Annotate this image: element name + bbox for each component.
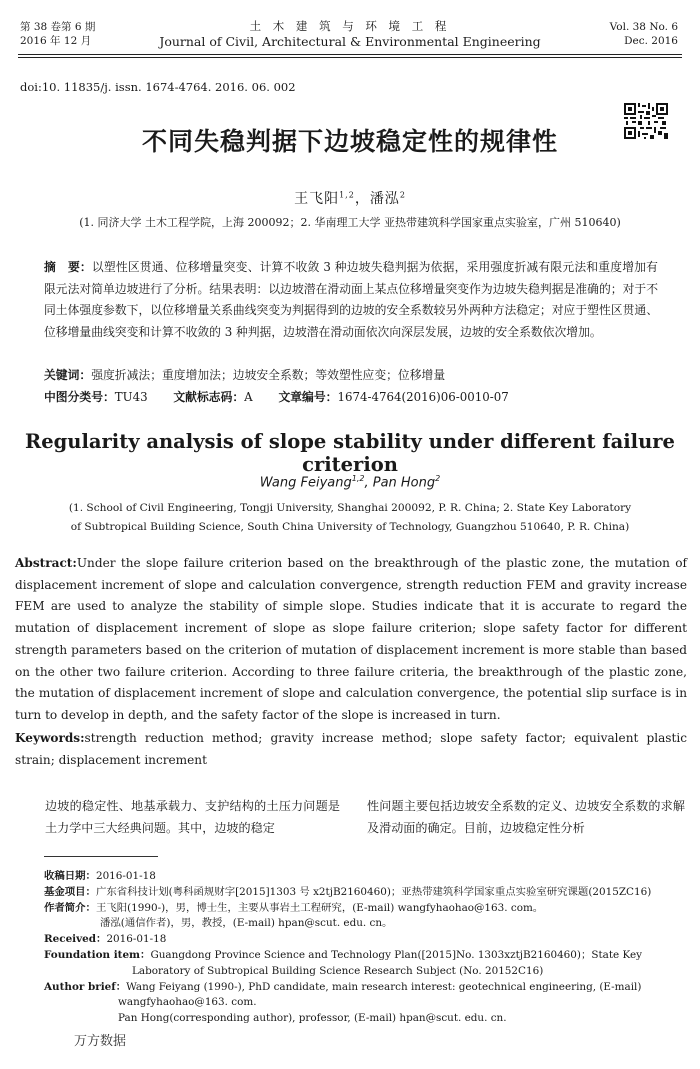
author-1-en: Wang Feiyang [259, 475, 352, 491]
journal-name [0, 18, 700, 50]
keywords-en [15, 728, 687, 771]
footnotes [44, 869, 684, 1027]
affiliation-en-line-1: (1. School of Civil Engineering, Tongji University, Shanghai 200092, P. R. China; 2. State Key Laboratory [68, 502, 632, 514]
header-rule-top [18, 54, 682, 55]
article-number-value: 1674-4764(2016)06-0010-07 [337, 390, 509, 404]
author-2-cn: 潘泓 [369, 191, 400, 207]
footnote-author-cn-2: 潘泓(通信作者)，男，教授，(E-mail) hpan@scut. edu. cn。 [100, 917, 393, 930]
doi[interactable]: doi:10. 11835/j. issn. 1674-4764. 2016. 06. 002 [20, 80, 296, 94]
clc-number [44, 390, 148, 404]
journal-name-en: Journal of Civil, Architectural & Environmental Engineering [159, 34, 541, 49]
footnote-fund-cn-label: 基金项目： [44, 885, 96, 898]
article-number-label: 文章编号： [278, 390, 338, 404]
footnote-rule [44, 856, 158, 857]
body-column-right: 性问题主要包括边坡安全系数的定义、边坡安全系数的求解及滑动面的确定。目前，边坡稳定性分析 [367, 799, 685, 835]
keywords-cn-text: 强度折减法；重度增加法；边坡安全系数；等效塑性应变；位移增量 [91, 368, 446, 382]
footnote-author-cn [44, 901, 684, 917]
footnote-author-cn-1: 王飞阳(1990-)，男，博士生，主要从事岩土工程研究，(E-mail) wangfyhaohao@163. com。 [95, 901, 544, 914]
author-1-affil-cn: 1,2 [339, 190, 355, 200]
volume-issue-en: Vol. 38 No. 6 [609, 21, 678, 33]
authors-cn [0, 188, 700, 208]
title-en: Regularity analysis of slope stability under different failure criterion [25, 430, 675, 476]
document-code [173, 390, 252, 404]
article-number [278, 390, 508, 404]
date-cn: 2016 年 12 月 [20, 35, 92, 47]
footnote-author-cn-label: 作者简介： [44, 901, 96, 914]
footnote-fund-cn-value: 广东省科技计划(粤科函规财字[2015]1303 号 x2tjB2160460)；亚热带建筑科学国家重点实验室研究课题(2015ZC16) [95, 885, 652, 898]
volume-issue-cn: 第 38 卷第 6 期 [20, 21, 96, 33]
title-cn: 不同失稳判据下边坡稳定性的规律性 [141, 127, 558, 156]
body-column-left: 边坡的稳定性、地基承载力、支护结构的土压力问题是土力学中三大经典问题。其中，边坡的稳定 [45, 799, 340, 835]
keywords-cn [44, 366, 445, 383]
authors-en [0, 474, 700, 490]
watermark: 万方数据 [74, 1034, 127, 1049]
footnote-foundation-en-label: Foundation item： [44, 948, 151, 961]
affiliation-en [0, 499, 700, 537]
footnote-received-cn-label: 收稿日期： [44, 870, 96, 882]
footnote-received-cn-value: 2016-01-18 [95, 870, 156, 882]
classification-line [44, 388, 531, 405]
abstract-en-label: Abstract: [15, 556, 77, 570]
footnote-brief-en [44, 980, 684, 1012]
affiliation-en-line-2: of Subtropical Building Science, South China University of Technology, Guangzhou 510640, P. R. China) [70, 521, 630, 533]
keywords-cn-label: 关键词： [44, 368, 92, 382]
clc-value: TU43 [114, 390, 148, 404]
footnote-received-cn [44, 869, 684, 885]
author-1-affil-en: 1,2 [351, 474, 365, 483]
date-en: Dec. 2016 [624, 35, 678, 47]
footnote-received-en-value: 2016-01-18 [106, 933, 167, 946]
journal-name-cn: 土 木 建 筑 与 环 境 工 程 [249, 19, 451, 33]
footnote-foundation-en [44, 948, 684, 980]
affiliation-cn: (1. 同济大学 土木工程学院，上海 200092；2. 华南理工大学 亚热带建筑科学国家重点实验室，广州 510640) [79, 216, 621, 229]
abstract-cn [44, 257, 658, 343]
footnote-received-en [44, 932, 684, 948]
abstract-cn-text: 以塑性区贯通、位移增量突变、计算不收敛 3 种边坡失稳判据为依据，采用强度折减有限元法和重度增加有限元法对简单边坡进行了分析。结果表明：以边坡潜在滑动面上某点位移增量突变作为边坡失稳判据是准确的；对于不同土体强度参数下，以位移增量关系曲线突变为判据得到的边坡的安全系数较另外两种方法稳定；对应于塑性区贯通、位移增量曲线突变和计算不收敛的 3 种判据，边坡潜在滑动面依次向深层发展，边坡的安全系数依次增加。 [44, 260, 658, 339]
footnote-brief-en-label: Author brief： [44, 980, 127, 993]
author-2-affil-cn: 2 [399, 190, 406, 200]
abstract-en [15, 553, 687, 727]
keywords-en-label: Keywords: [15, 731, 85, 745]
abstract-cn-label: 摘 要： [44, 260, 92, 274]
author-2-affil-en: 2 [435, 474, 441, 483]
footnote-foundation-en-value: Guangdong Province Science and Technology Plan([2015]No. 1303xztjB2160460)；State Key Laboratory of Subtropical Building Science Research Subject (No. 20152C16) [132, 948, 642, 977]
doc-code-label: 文献标志码： [173, 390, 245, 404]
footnote-fund-cn [44, 885, 684, 901]
author-2-en: Pan Hong [372, 475, 436, 491]
author-1-cn: 王飞阳 [294, 191, 340, 207]
doc-code-value: A [244, 390, 253, 404]
footnote-received-en-label: Received： [44, 933, 107, 946]
abstract-en-text: Under the slope failure criterion based on the breakthrough of the plastic zone, the mutation of displacement increment of slope and calculation convergence, strength reduction FEM and gravity increase FEM are used to analyze the stability of simple slope. Studies indicate that it is accurate to regard the mutation of displacement increment of slope as slope failure criterion; slope safety factor for different strength parameters based on the criterion of mutation of displacement increment is more stable than based on the other two failure criterion. According to three failure criteria, the breakthrough of the plastic zone, the mutation of displacement increment of slope and calculation convergence, the potential slip surface is in turn to develop in depth, and the safety factor of the slope is increased in turn. [15, 556, 687, 722]
header-rule-bottom [18, 57, 682, 58]
issue-info-en [610, 20, 678, 48]
footnote-brief-en-2: Pan Hong(corresponding author), professor, (E-mail) hpan@scut. edu. cn. [118, 1012, 507, 1025]
author-separator-en: , [364, 475, 373, 491]
clc-label: 中图分类号： [44, 390, 115, 404]
author-separator-cn: ， [354, 191, 370, 207]
footnote-brief-en-1: Wang Feiyang (1990-), PhD candidate, main research interest: geotechnical engineering, (E-mail) wangfyhaohao@163. com. [118, 980, 642, 1009]
keywords-en-text: strength reduction method; gravity increase method; slope safety factor; equivalent plastic strain; displacement increment [15, 731, 687, 767]
